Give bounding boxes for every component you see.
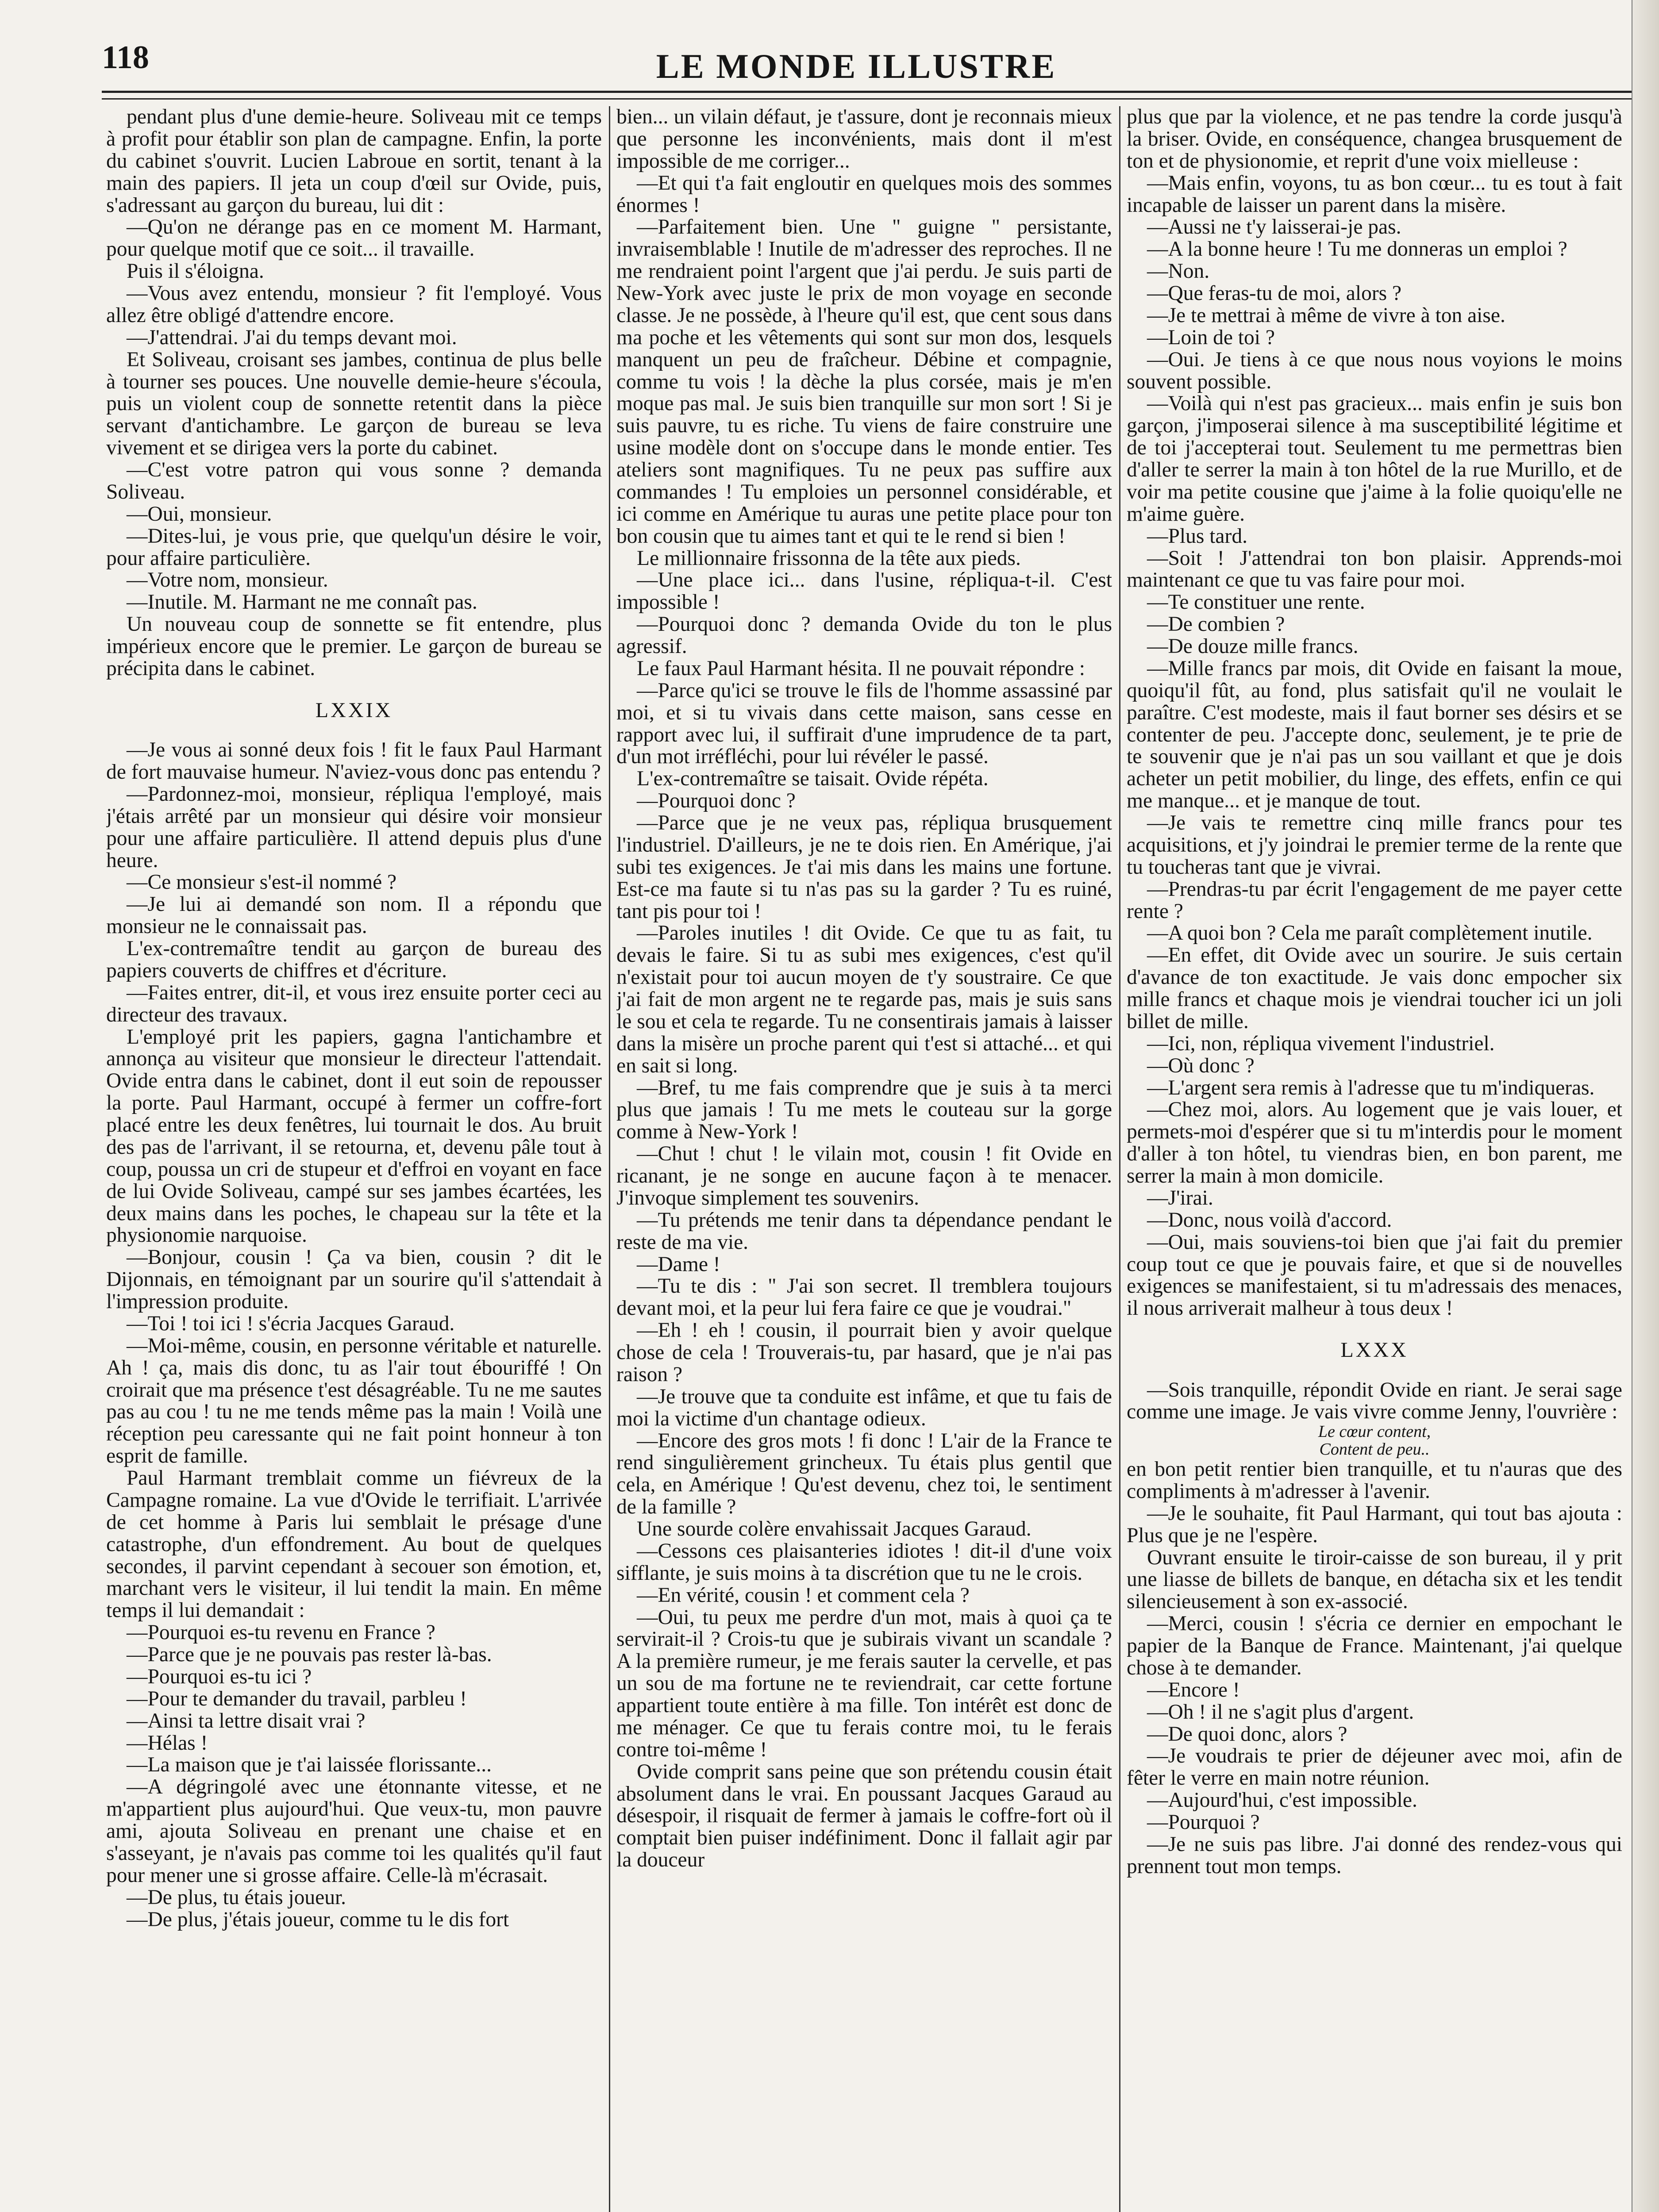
paragraph: —Tu te dis : " J'ai son secret. Il tremblera toujours devant moi, et la peur lui fera faire ce que je voudrai." — [616, 1275, 1112, 1320]
paragraph: —Loin de toi ? — [1147, 326, 1275, 349]
paragraph: —Dame ! — [637, 1252, 720, 1276]
paragraph: —Bonjour, cousin ! Ça va bien, cousin ? dit le Dijonnais, en témoignant par un sourire qu'il s'attendait à l'impression produite. — [106, 1246, 602, 1313]
paragraph: —De plus, j'étais joueur, comme tu le dis fort — [127, 1908, 509, 1931]
paragraph: Le faux Paul Harmant hésita. Il ne pouvait répondre : — [637, 657, 1085, 680]
paragraph: —Parce que je ne veux pas, répliqua brusquement l'industriel. D'ailleurs, je ne te dois rien. En Amérique, j'ai subi tes exigences. Je t'ai mis dans les mains une fortune. Est-ce ma faute si tu n'as pas su la garder ? Tu es ruiné, tant pis pour toi ! — [616, 811, 1112, 923]
paragraph: —Cessons ces plaisanteries idiotes ! dit-il d'une voix sifflante, je suis moins à ta discrétion que tu ne le crois. — [616, 1539, 1112, 1585]
paragraph: —L'argent sera remis à l'adresse que tu m'indiqueras. — [1147, 1076, 1595, 1099]
paragraph: —Mais enfin, voyons, tu as bon cœur... tu es tout à fait incapable de laisser un parent dans la misère. — [1127, 171, 1622, 217]
paragraph: —Aussi ne t'y laisserai-je pas. — [1147, 215, 1401, 239]
paragraph: pendant plus d'une demie-heure. Soliveau mit ce temps à profit pour établir son plan de campagne. Enfin, la porte du cabinet s'ouvrit. Lucien Labroue en sortit, tenant à la main des papiers. Il jeta un coup d'œil sur Ovide, puis, s'adressant au garçon du bureau, lui dit : — [106, 106, 602, 217]
paragraph: —Bref, tu me fais comprendre que je suis à ta merci plus que jamais ! Tu me mets le couteau sur la gorge comme à New-York ! — [616, 1076, 1112, 1144]
paragraph: —Faites entrer, dit-il, et vous irez ensuite porter ceci au directeur des travaux. — [106, 981, 602, 1026]
paragraph: Un nouveau coup de sonnette se fit entendre, plus impérieux encore que le premier. Le garçon de bureau se précipita dans le cabinet. — [106, 613, 602, 680]
paragraph: —Où donc ? — [1147, 1054, 1255, 1077]
paragraph: Et Soliveau, croisant ses jambes, continua de plus belle à tourner ses pouces. Une nouvelle demie-heure s'écoula, puis un violent coup de sonnette retentit dans la pièce servant d'antichambre. Le garçon de bureau se leva vivement et se dirigea vers la porte du cabinet. — [106, 348, 602, 460]
paragraph: —Prendras-tu par écrit l'engagement de me payer cette rente ? — [1127, 877, 1622, 923]
paragraph: —Je lui ai demandé son nom. Il a répondu que monsieur ne le connaissait pas. — [106, 893, 602, 938]
paragraph: —Pourquoi ? — [1147, 1811, 1260, 1834]
paragraph: —Te constituer une rente. — [1147, 591, 1365, 614]
paragraph: —Mille francs par mois, dit Ovide en faisant la moue, quoiqu'il fût, au fond, plus satisfait qu'il ne voulait le paraître. C'est modeste, mais il faut borner ses désirs et se contenter de peu. J'accepte donc, seulement, je te prie de te souvenir que je n'ai pas un sou vaillant et que je dois acheter un petit mobilier, du linge, des effets, enfin ce qui me manque... et je manque de tout. — [1127, 657, 1622, 813]
paragraph: —Dites-lui, je vous prie, que quelqu'un désire le voir, pour affaire particulière. — [106, 524, 602, 570]
paragraph: —Vous avez entendu, monsieur ? fit l'employé. Vous allez être obligé d'attendre encore. — [106, 282, 602, 327]
paragraph: —Une place ici... dans l'usine, répliqua-t-il. C'est impossible ! — [616, 568, 1112, 614]
paragraph: Puis il s'éloigna. — [127, 260, 264, 283]
header-rule — [102, 91, 1646, 100]
paragraph: Une sourde colère envahissait Jacques Garaud. — [637, 1517, 1032, 1540]
paragraph: —De plus, tu étais joueur. — [127, 1886, 346, 1909]
page-number: 118 — [102, 39, 149, 76]
paragraph: —Je ne suis pas libre. J'ai donné des rendez-vous qui prennent tout mon temps. — [1127, 1832, 1622, 1878]
paragraph: —Eh ! eh ! cousin, il pourrait bien y avoir quelque chose de cela ! Trouverais-tu, par hasard, que je n'ai pas raison ? — [616, 1319, 1112, 1386]
paragraph: —A la bonne heure ! Tu me donneras un emploi ? — [1147, 238, 1567, 261]
paragraph: —Votre nom, monsieur. — [127, 568, 328, 592]
facing-page-edge — [1632, 0, 1659, 2212]
paragraph: —Paroles inutiles ! dit Ovide. Ce que tu as fait, tu devais le faire. Si tu as subi mes exigences, c'est qu'il n'existait pour toi aucun moyen de t'y soustraire. Ce que j'ai fait de mon argent ne te regarde pas, mais je suis sans le sou et cela te regarde. Tu ne consentirais jamais à laisser dans la misère un proche parent qui t'est si attaché... et qui en sait si long. — [616, 922, 1112, 1077]
journal-title: LE MONDE ILLUSTRE — [656, 47, 1057, 85]
paragraph: —Soit ! J'attendrai ton bon plaisir. Apprends-moi maintenant ce que tu vas faire pour moi. — [1127, 546, 1622, 592]
paragraph: —Que feras-tu de moi, alors ? — [1147, 282, 1402, 305]
paragraph: —Ce monsieur s'est-il nommé ? — [127, 871, 397, 894]
paragraph: L'ex-contremaître se taisait. Ovide répéta. — [637, 767, 989, 791]
paragraph: —De douze mille francs. — [1147, 635, 1359, 658]
paragraph: —C'est votre patron qui vous sonne ? demanda Soliveau. — [106, 458, 602, 503]
paragraph: —Oui, tu peux me perdre d'un mot, mais à quoi ça te servirait-il ? Crois-tu que je subirais vivant un scandale ? A la première rumeur, je me ferais sauter la cervelle, et pas un sou de ma fortune ne te reviendrait, car cette fortune appartient toute entière à ma fille. Ton intérêt est donc de me ménager. Ce que tu ferais contre moi, tu le ferais contre toi-même ! — [616, 1605, 1112, 1761]
paragraph: —J'irai. — [1147, 1186, 1213, 1210]
paragraph: —Oui. Je tiens à ce que nous nous voyions le moins souvent possible. — [1127, 348, 1622, 393]
paragraph: —Je te mettrai à même de vivre à ton aise. — [1147, 303, 1505, 327]
paragraph: —Chez moi, alors. Au logement que je vais louer, et permets-moi d'espérer que si tu m'interdis pour le moment d'aller à ton hôtel, tu viendras bien, en bon parent, me serrer la main à mon domicile. — [1127, 1098, 1622, 1187]
text-column-3 — [1127, 106, 1622, 2212]
paragraph: bien... un vilain défaut, je t'assure, dont je reconnais mieux que personne les inconvénients, mais dont il m'est impossible de me corriger... — [616, 106, 1112, 173]
paragraph: en bon petit rentier bien tranquille, et tu n'auras que des compliments à m'adresser à l'avenir. — [1127, 1458, 1622, 1503]
paragraph: —Pourquoi es-tu revenu en France ? — [127, 1621, 435, 1644]
paragraph: Paul Harmant tremblait comme un fiévreux de la Campagne romaine. La vue d'Ovide le terrifiait. L'arrivée de cet homme à Paris lui semblait le présage d'une catastrophe, d'un effondrement. Au bout de quelques secondes, il parvint cependant à secouer son émotion, et, marchant vers le visiteur, il lui tendit la main. En même temps il lui demandait : — [106, 1467, 602, 1622]
paragraph: —Donc, nous voilà d'accord. — [1147, 1208, 1392, 1232]
verse-line: Content de peu.. — [1319, 1440, 1430, 1459]
paragraph: —Toi ! toi ici ! s'écria Jacques Garaud. — [127, 1312, 455, 1335]
paragraph: Le millionnaire frissonna de la tête aux pieds. — [637, 546, 1021, 570]
paragraph: L'ex-contremaître tendit au garçon de bureau des papiers couverts de chiffres et d'écriture. — [106, 937, 602, 982]
paragraph: —Je trouve que ta conduite est infâme, et que tu fais de moi la victime d'un chantage odieux. — [616, 1385, 1112, 1430]
paragraph: —Parce que je ne pouvais pas rester là-bas. — [127, 1643, 492, 1667]
paragraph: L'employé prit les papiers, gagna l'antichambre et annonça au visiteur que monsieur le directeur l'attendait. Ovide entra dans le cabinet, dont il eut soin de repousser la porte. Paul Harmant, occupé à fermer un coffre-fort placé entre les deux fenêtres, lui tournait le dos. Au bruit des pas de l'arrivant, il se retourna, et, devenu pâle tout à coup, poussa un cri de stupeur et d'effroi en voyant en face de lui Ovide Soliveau, campé sur ses jambes écartées, les deux mains dans les poches, le chapeau sur la tête et la physionomie narquoise. — [106, 1025, 602, 1247]
paragraph: —Voilà qui n'est pas gracieux... mais enfin je suis bon garçon, j'imposerai silence à ma susceptibilité légitime et de toi j'accepterai tout. Seulement tu me permettras bien d'aller te serrer la main à ton hôtel de la rue Murillo, et de voir ma petite cousine que j'aime à la folie quoiqu'elle ne m'aime guère. — [1127, 392, 1622, 526]
paragraph: —Oui, monsieur. — [127, 502, 272, 526]
paragraph: —A dégringolé avec une étonnante vitesse, et ne m'appartient plus aujourd'hui. Que veux-tu, mon pauvre ami, ajouta Soliveau en prenant une chaise et en s'asseyant, je n'avais pas comme toi les qualités qu'il faut pour mener une si grosse affaire. Celle-là m'écrasait. — [106, 1775, 602, 1887]
paragraph: —J'attendrai. J'ai du temps devant moi. — [127, 326, 457, 349]
paragraph: —Je vais te remettre cinq mille francs pour tes acquisitions, et j'y joindrai le premier terme de la rente que tu toucheras tant que je vivrai. — [1127, 811, 1622, 879]
paragraph: —Pardonnez-moi, monsieur, répliqua l'employé, mais j'étais arrêté par un monsieur qui désire voir monsieur pour une affaire particulière. Il attend depuis plus d'une heure. — [106, 782, 602, 872]
paragraph: —Oh ! il ne s'agit plus d'argent. — [1147, 1700, 1414, 1724]
column-divider — [609, 106, 610, 2212]
paragraph: —Ici, non, répliqua vivement l'industriel. — [1147, 1032, 1495, 1055]
paragraph: —A quoi bon ? Cela me paraît complètement inutile. — [1147, 922, 1593, 945]
chapter-heading: LXXX — [1340, 1338, 1409, 1362]
paragraph: —Pourquoi donc ? demanda Ovide du ton le plus agressif. — [616, 613, 1112, 658]
paragraph: —Pourquoi donc ? — [637, 789, 796, 813]
paragraph: —Je le souhaite, fit Paul Harmant, qui tout bas ajouta : Plus que je ne l'espère. — [1127, 1502, 1622, 1547]
paragraph: —Non. — [1147, 260, 1210, 283]
paragraph: —Aujourd'hui, c'est impossible. — [1147, 1789, 1417, 1812]
paragraph: —Hélas ! — [127, 1731, 208, 1755]
paragraph: —Qu'on ne dérange pas en ce moment M. Harmant, pour quelque motif que ce soit... il travaille. — [106, 215, 602, 261]
paragraph: —Ainsi ta lettre disait vrai ? — [127, 1709, 366, 1732]
paragraph: —Moi-même, cousin, en personne véritable et naturelle. Ah ! ça, mais dis donc, tu as l'air tout ébouriffé ! On croirait que ma présence t'est désagréable. Tu ne me sautes pas au cou ! tu ne me tends même pas la main ! Voilà une réception peu caressante qui ne fait point honneur à ton esprit de famille. — [106, 1334, 602, 1468]
paragraph: Ovide comprit sans peine que son prétendu cousin était absolument dans le vrai. En poussant Jacques Garaud au désespoir, il risquait de fermer à jamais le coffre-fort où il comptait bien puiser indéfiniment. Donc il fallait agir par la douceur — [616, 1760, 1112, 1872]
chapter-heading: LXXIX — [315, 698, 393, 722]
paragraph: —Inutile. M. Harmant ne me connaît pas. — [127, 591, 477, 614]
text-column-2 — [616, 106, 1112, 2212]
text-column-1 — [106, 106, 602, 2212]
verse-line: Le cœur content, — [1318, 1422, 1431, 1441]
paragraph: —Encore des gros mots ! fi donc ! L'air de la France te rend singulièrement grincheux. Tu étais plus gentil que cela, en Amérique ! Qu'est devenu, chez toi, le sentiment de la famille ? — [616, 1429, 1112, 1519]
page-header — [102, 27, 1611, 84]
paragraph: —Je vous ai sonné deux fois ! fit le faux Paul Harmant de fort mauvaise humeur. N'aviez-vous donc pas entendu ? — [106, 738, 602, 784]
paragraph: —Merci, cousin ! s'écria ce dernier en empochant le papier de la Banque de France. Maintenant, j'ai quelque chose à te demander. — [1127, 1612, 1622, 1679]
paragraph: —Encore ! — [1147, 1678, 1240, 1701]
paragraph: —Chut ! chut ! le vilain mot, cousin ! fit Ovide en ricanant, je ne songe en aucune façon à te menacer. J'invoque simplement tes souvenirs. — [616, 1142, 1112, 1210]
paragraph: —Pourquoi es-tu ici ? — [127, 1665, 312, 1688]
paragraph: —Oui, mais souviens-toi bien que j'ai fait du premier coup tout ce que je pouvais faire, et que si de nouvelles exigences se manifestaient, si tu m'adressais des menaces, il nous arriverait malheur à tous deux ! — [1127, 1230, 1622, 1320]
paragraph: plus que par la violence, et ne pas tendre la corde jusqu'à la briser. Ovide, en conséquence, changea brusquement de ton et de physionomie, et reprit d'une voix mielleuse : — [1127, 106, 1622, 173]
paragraph: —Sois tranquille, répondit Ovide en riant. Je serai sage comme une image. Je vais vivre comme Jenny, l'ouvrière : — [1127, 1378, 1622, 1424]
paragraph: —Parfaitement bien. Une " guigne " persistante, invraisemblable ! Inutile de m'adresser des reproches. Il ne me rendraient point l'argent que j'ai perdu. Je suis parti de New-York avec juste le prix de mon voyage en seconde classe. Je ne possède, à l'heure qu'il est, que cent sous dans ma poche et les vêtements qui sont sur mon dos, lesquels manquent un peu de fraîcheur. Débine et compagnie, comme tu vois ! la dèche la plus corsée, mais je m'en moque pas mal. Je suis bien tranquille sur mon sort ! Si je suis pauvre, tu es riche. Tu viens de faire construire une usine modèle dont on s'occupe dans le monde entier. Tes ateliers sont magnifiques. Tu ne peux pas suffire aux commandes ! Tu emploies un personnel considérable, et ici comme en Amérique tu auras une petite place pour ton bon cousin que tu aimes tant et qui te le rend si bien ! — [616, 215, 1112, 548]
paragraph: —Plus tard. — [1147, 524, 1247, 548]
paragraph: —De quoi donc, alors ? — [1147, 1722, 1347, 1746]
paragraph: —Tu prétends me tenir dans ta dépendance pendant le reste de ma vie. — [616, 1208, 1112, 1254]
paragraph: —Et qui t'a fait engloutir en quelques mois des sommes énormes ! — [616, 171, 1112, 217]
paragraph: —Parce qu'ici se trouve le fils de l'homme assassiné par moi, et si tu vivais dans cette maison, sans cesse en rapport avec lui, il suffirait d'une imprudence de ta part, d'un mot irréfléchi, pour lui révéler le passé. — [616, 679, 1112, 768]
paragraph: —En effet, dit Ovide avec un sourire. Je suis certain d'avance de ton exactitude. Je vais donc empocher six mille francs et chaque mois je viendrai toucher ici un joli billet de mille. — [1127, 944, 1622, 1033]
paragraph: —La maison que je t'ai laissée florissante... — [127, 1753, 492, 1777]
paragraph: —De combien ? — [1147, 613, 1285, 636]
paragraph: Ouvrant ensuite le tiroir-caisse de son bureau, il y prit une liasse de billets de banque, en détacha six et les tendit silencieusement à son ex-associé. — [1127, 1546, 1622, 1613]
column-divider — [1119, 106, 1120, 2212]
paragraph: —Pour te demander du travail, parbleu ! — [127, 1687, 467, 1710]
paragraph: —En vérité, cousin ! et comment cela ? — [637, 1583, 970, 1607]
paragraph: —Je voudrais te prier de déjeuner avec moi, afin de fêter le verre en main notre réunion. — [1127, 1744, 1622, 1790]
